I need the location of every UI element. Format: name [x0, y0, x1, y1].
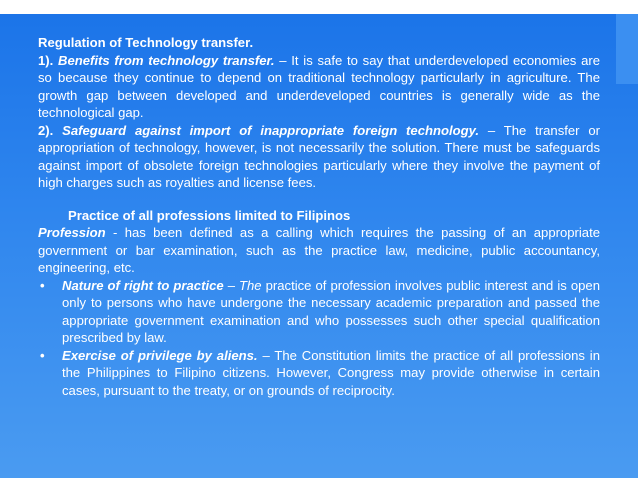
paragraph-number: 2).: [38, 122, 54, 138]
bullet-text: practice of profession involves public interest and is open only to persons who have undergone the necessary academic preparation and passed the appropriate government examination and who possesses such other special qualification prescribed by law.: [62, 277, 600, 345]
definition-text: - has been defined as a calling which requires the passing of an appropriate government or bar examination, such as the practice law, medicine, public accountancy, engineering, etc.: [38, 225, 600, 275]
safeguard-text: – The transfer or appropriation of technology, however, is not necessarily the solution. There must be safeguards against import of obsolete foreign technologies particularly where they involve the payment of high charges such as royalties and license fees.: [38, 122, 600, 190]
slide-title: Regulation of Technology transfer.: [38, 35, 254, 50]
bullet-dash: –: [223, 277, 240, 293]
bullet-lead: Exercise of privilege by aliens.: [62, 347, 258, 363]
benefits-sep: –: [274, 52, 287, 68]
bullet-marker: •: [40, 277, 45, 293]
benefits-text: It is safe to say that underdeveloped economies are so because they continue to depend on traditional technology particularly in agriculture. The growth gap between developed and underdeveloped countries is generally wide as the technological gap.: [38, 52, 600, 120]
bullet-text: The Constitution limits the practice of all professions in the Philippines to Filipino citizens. However, Congress may provide otherwise in certain cases, pursuant to the treaty, or on grounds of reciprocity.: [62, 347, 600, 398]
paragraph-number: 1).: [38, 52, 54, 68]
bullet-lead: Nature of right to practice: [62, 277, 224, 293]
paragraph-safeguard: [38, 122, 600, 192]
bullet-dash: –: [257, 347, 275, 363]
paragraph-benefits: [38, 52, 600, 122]
profession-definition: [38, 224, 600, 277]
top-white-band: [0, 0, 638, 14]
corner-accent-shape: [616, 14, 638, 84]
bullet-item-aliens: [38, 347, 600, 400]
bullet-lead2: The: [239, 277, 262, 293]
definition-term: Profession: [38, 225, 106, 240]
bullet-item-nature: [38, 277, 600, 347]
bullet-list: [38, 277, 600, 400]
safeguard-lead: Safeguard against import of inappropriate foreign technology.: [62, 122, 480, 138]
benefits-lead: Benefits from technology transfer.: [58, 52, 275, 68]
section-heading: Practice of all professions limited to Filipinos: [68, 207, 351, 223]
slide-content: [38, 34, 600, 399]
bullet-marker: •: [40, 347, 45, 363]
